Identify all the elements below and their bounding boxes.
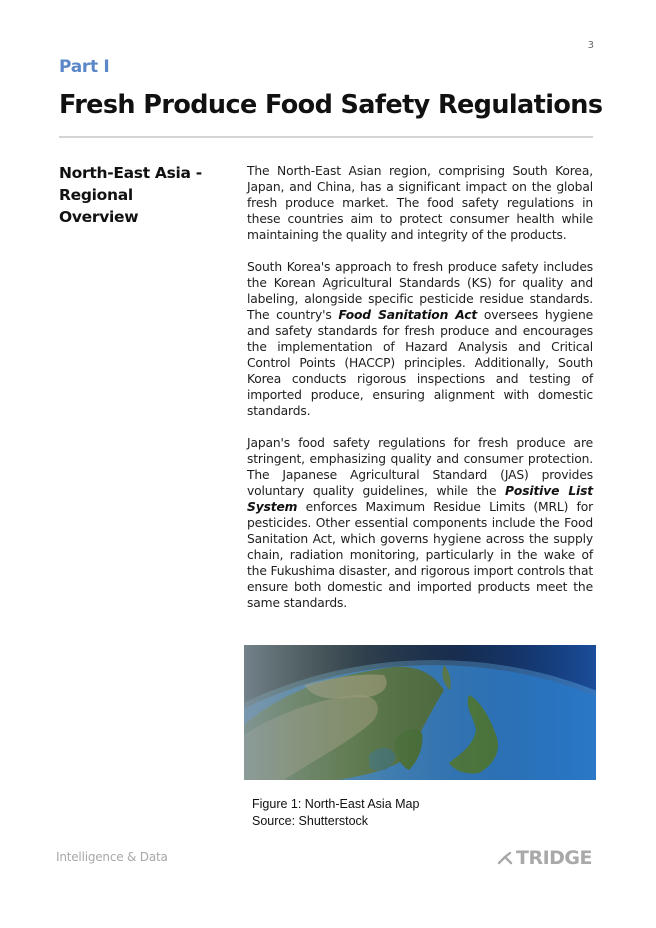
paragraph-text: enforces Maximum Residue Limits (MRL) for pesticides. Other essential components include the Food Sanitation Act, which governs hygiene across the supply chain, radiation monitoring, particularly in the wake of the Fukushima disaster, and rigorous import controls that ensure both domestic and imported products meet the same standards. — [247, 500, 593, 610]
section-heading-line: Overview — [59, 208, 139, 226]
footer-logo — [497, 847, 592, 869]
figure-image-earth — [244, 645, 596, 780]
section-heading — [59, 162, 209, 228]
tridge-wordmark: TRIDGE — [516, 847, 593, 869]
paragraph-text: Japan's food safety regulations for fresh produce are stringent, emphasizing quality and consumer protection. The Japanese Agricultural Standard (JAS) provides voluntary quality guidelines, while the — [247, 436, 593, 498]
paragraph-text: South Korea's approach to fresh produce safety includes the Korean Agricultural Standards (KS) for quality and labeling, alongside specific pesticide residue standards. The country's — [247, 260, 593, 322]
page-number: 3 — [587, 40, 594, 51]
figure-caption-source: Source: Shutterstock — [252, 813, 369, 828]
figure-caption-title: Figure 1: North-East Asia Map — [252, 797, 420, 811]
tridge-node-icon — [497, 851, 513, 865]
body-text — [247, 163, 593, 627]
emphasis-food-sanitation-act: Food Sanitation Act — [338, 308, 478, 322]
footer-tagline: Intelligence & Data — [56, 850, 168, 864]
part-label: Part I — [59, 57, 110, 77]
paragraph-intro: The North-East Asian region, comprising South Korea, Japan, and China, has a significant impact on the global fresh produce market. The food safety regulations in these countries aim to protect consumer health while maintaining the quality and integrity of the products. — [247, 164, 593, 242]
paragraph-south-korea — [247, 259, 593, 419]
section-heading-line: Regional — [59, 186, 133, 204]
figure-caption — [252, 796, 419, 829]
section-heading-line: North-East Asia - — [59, 164, 202, 182]
page-title: Fresh Produce Food Safety Regulations — [59, 90, 603, 120]
paragraph-text: oversees hygiene and safety standards for fresh produce and encourages the implementation of Hazard Analysis and Critical Control Points (HACCP) principles. Additionally, South Korea conducts rigorous inspections and testing of imported produce, ensuring alignment with domestic standards. — [247, 308, 593, 418]
paragraph-japan — [247, 435, 593, 611]
emphasis-positive-list-system: Positive List System — [247, 484, 593, 514]
earth-satellite-image — [244, 645, 596, 780]
title-divider — [59, 136, 593, 138]
